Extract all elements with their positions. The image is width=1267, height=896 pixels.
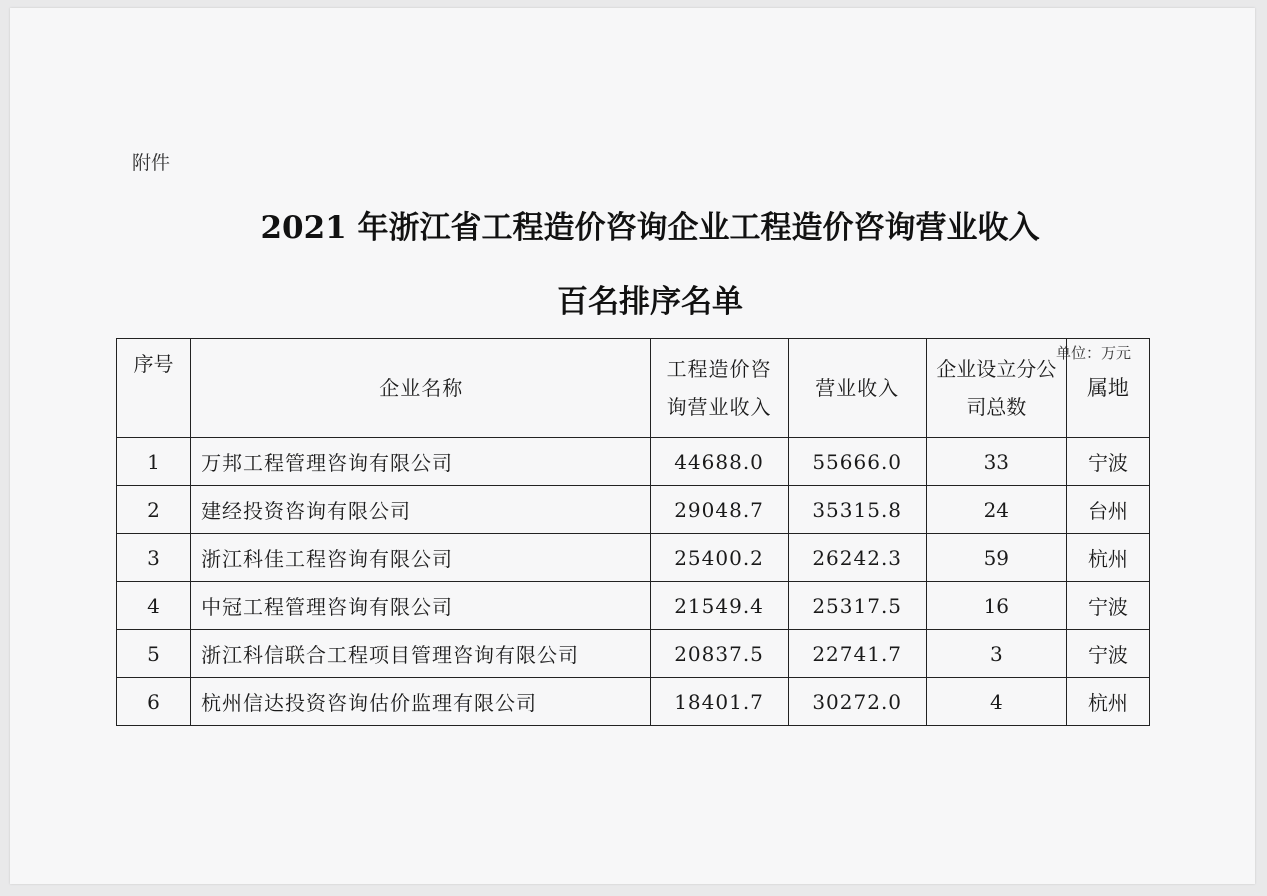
row-branch-count: 59 [926,534,1066,582]
row-branch-count: 16 [926,582,1066,630]
row-branch-count: 3 [926,630,1066,678]
row-index: 2 [117,486,191,534]
row-consult-revenue: 20837.5 [650,630,788,678]
header-index: 序号 [117,339,191,438]
row-index: 4 [117,582,191,630]
document-title-line1: 2021 年浙江省工程造价咨询企业工程造价咨询营业收入 [260,210,1040,246]
table-row [117,438,1150,486]
header-consult-revenue: 工程造价咨询营业收入 [650,339,788,438]
header-company-name: 企业名称 [191,339,650,438]
table-row [117,678,1150,726]
table-row [117,630,1150,678]
row-branch-count: 24 [926,486,1066,534]
row-location: 宁波 [1066,582,1149,630]
row-company-name: 中冠工程管理咨询有限公司 [191,582,650,630]
row-index: 5 [117,630,191,678]
row-index: 1 [117,438,191,486]
row-consult-revenue: 18401.7 [650,678,788,726]
row-index: 6 [117,678,191,726]
row-company-name: 万邦工程管理咨询有限公司 [191,438,650,486]
row-revenue: 35315.8 [788,486,926,534]
row-branch-count: 4 [926,678,1066,726]
row-company-name: 浙江科佳工程咨询有限公司 [191,534,650,582]
ranking-table [116,338,1150,726]
row-index: 3 [117,534,191,582]
row-location: 杭州 [1066,534,1149,582]
header-branch-count: 企业设立分公司总数 [926,339,1066,438]
row-revenue: 22741.7 [788,630,926,678]
table-row [117,534,1150,582]
table-header-row [117,339,1150,438]
unit-note: 单位：万元 [1055,344,1131,362]
table-row [117,582,1150,630]
header-revenue: 营业收入 [788,339,926,438]
row-location: 杭州 [1066,678,1149,726]
row-location: 宁波 [1066,438,1149,486]
row-revenue: 26242.3 [788,534,926,582]
document-title-line2: 百名排序名单 [557,284,743,320]
row-revenue: 55666.0 [788,438,926,486]
row-revenue: 30272.0 [788,678,926,726]
row-company-name: 浙江科信联合工程项目管理咨询有限公司 [191,630,650,678]
row-branch-count: 33 [926,438,1066,486]
attachment-label: 附件 [132,152,171,174]
row-company-name: 建经投资咨询有限公司 [191,486,650,534]
row-consult-revenue: 25400.2 [650,534,788,582]
row-consult-revenue: 29048.7 [650,486,788,534]
row-revenue: 25317.5 [788,582,926,630]
row-consult-revenue: 21549.4 [650,582,788,630]
row-location: 宁波 [1066,630,1149,678]
row-location: 台州 [1066,486,1149,534]
row-consult-revenue: 44688.0 [650,438,788,486]
row-company-name: 杭州信达投资咨询估价监理有限公司 [191,678,650,726]
table-row [117,486,1150,534]
header-location: 属地 [1066,339,1149,438]
